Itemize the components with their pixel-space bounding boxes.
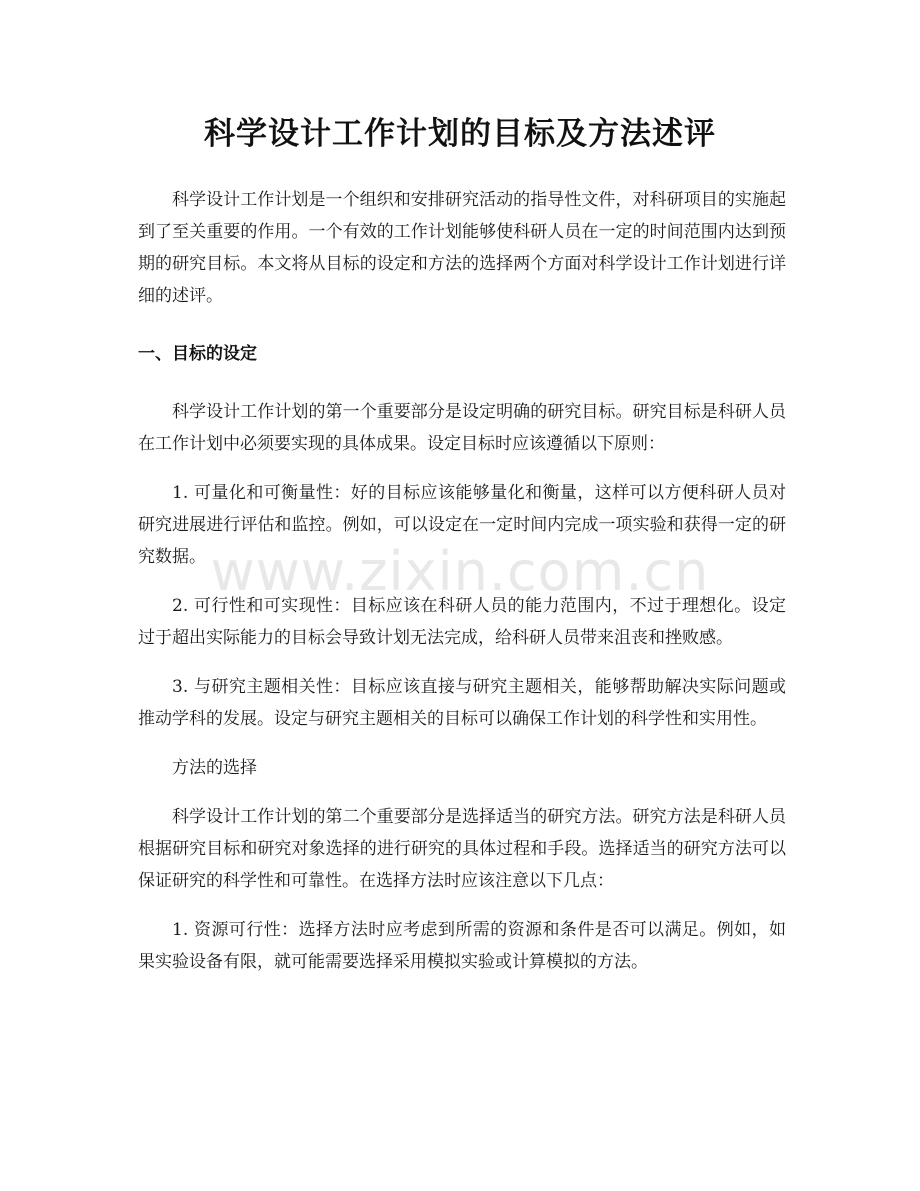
- section1-item-1: 1. 可量化和可衡量性：好的目标应该能够量化和衡量，这样可以方便科研人员对研究进展进行评估和监控。例如，可以设定在一定时间内完成一项实验和获得一定的研究数据。: [138, 483, 786, 567]
- intro-paragraph: 科学设计工作计划是一个组织和安排研究活动的指导性文件，对科研项目的实施起到了至关重要的作用。一个有效的工作计划能够使科研人员在一定的时间范围内达到预期的研究目标。本文将从目标的设定和方法的选择两个方面对科学设计工作计划进行详细的述评。: [138, 190, 786, 306]
- document-title: 科学设计工作计划的目标及方法述评: [204, 116, 716, 152]
- section2-heading: 方法的选择: [172, 758, 257, 778]
- section2-intro-paragraph: 科学设计工作计划的第二个重要部分是选择适当的研究方法。研究方法是科研人员根据研究目标和研究对象选择的进行研究的具体过程和手段。选择适当的研究方法可以保证研究的科学性和可靠性。在选择方法时应该注意以下几点：: [138, 807, 786, 891]
- section1-item-2: 2. 可行性和可实现性：目标应该在科研人员的能力范围内，不过于理想化。设定过于超出实际能力的目标会导致计划无法完成，给科研人员带来沮丧和挫败感。: [138, 596, 786, 648]
- document-body: [138, 184, 786, 995]
- section1-item-3: 3. 与研究主题相关性：目标应该直接与研究主题相关，能够帮助解决实际问题或推动学科的发展。设定与研究主题相关的目标可以确保工作计划的科学性和实用性。: [138, 677, 786, 729]
- section1-heading: 一、目标的设定: [138, 344, 257, 364]
- watermark-text: www.zixin.com.cn: [210, 540, 710, 603]
- section2-item-1: 1. 资源可行性：选择方法时应考虑到所需的资源和条件是否可以满足。例如，如果实验设备有限，就可能需要选择采用模拟实验或计算模拟的方法。: [138, 920, 786, 972]
- section1-intro-paragraph: 科学设计工作计划的第一个重要部分是设定明确的研究目标。研究目标是科研人员在工作计划中必须要实现的具体成果。设定目标时应该遵循以下原则：: [138, 402, 786, 454]
